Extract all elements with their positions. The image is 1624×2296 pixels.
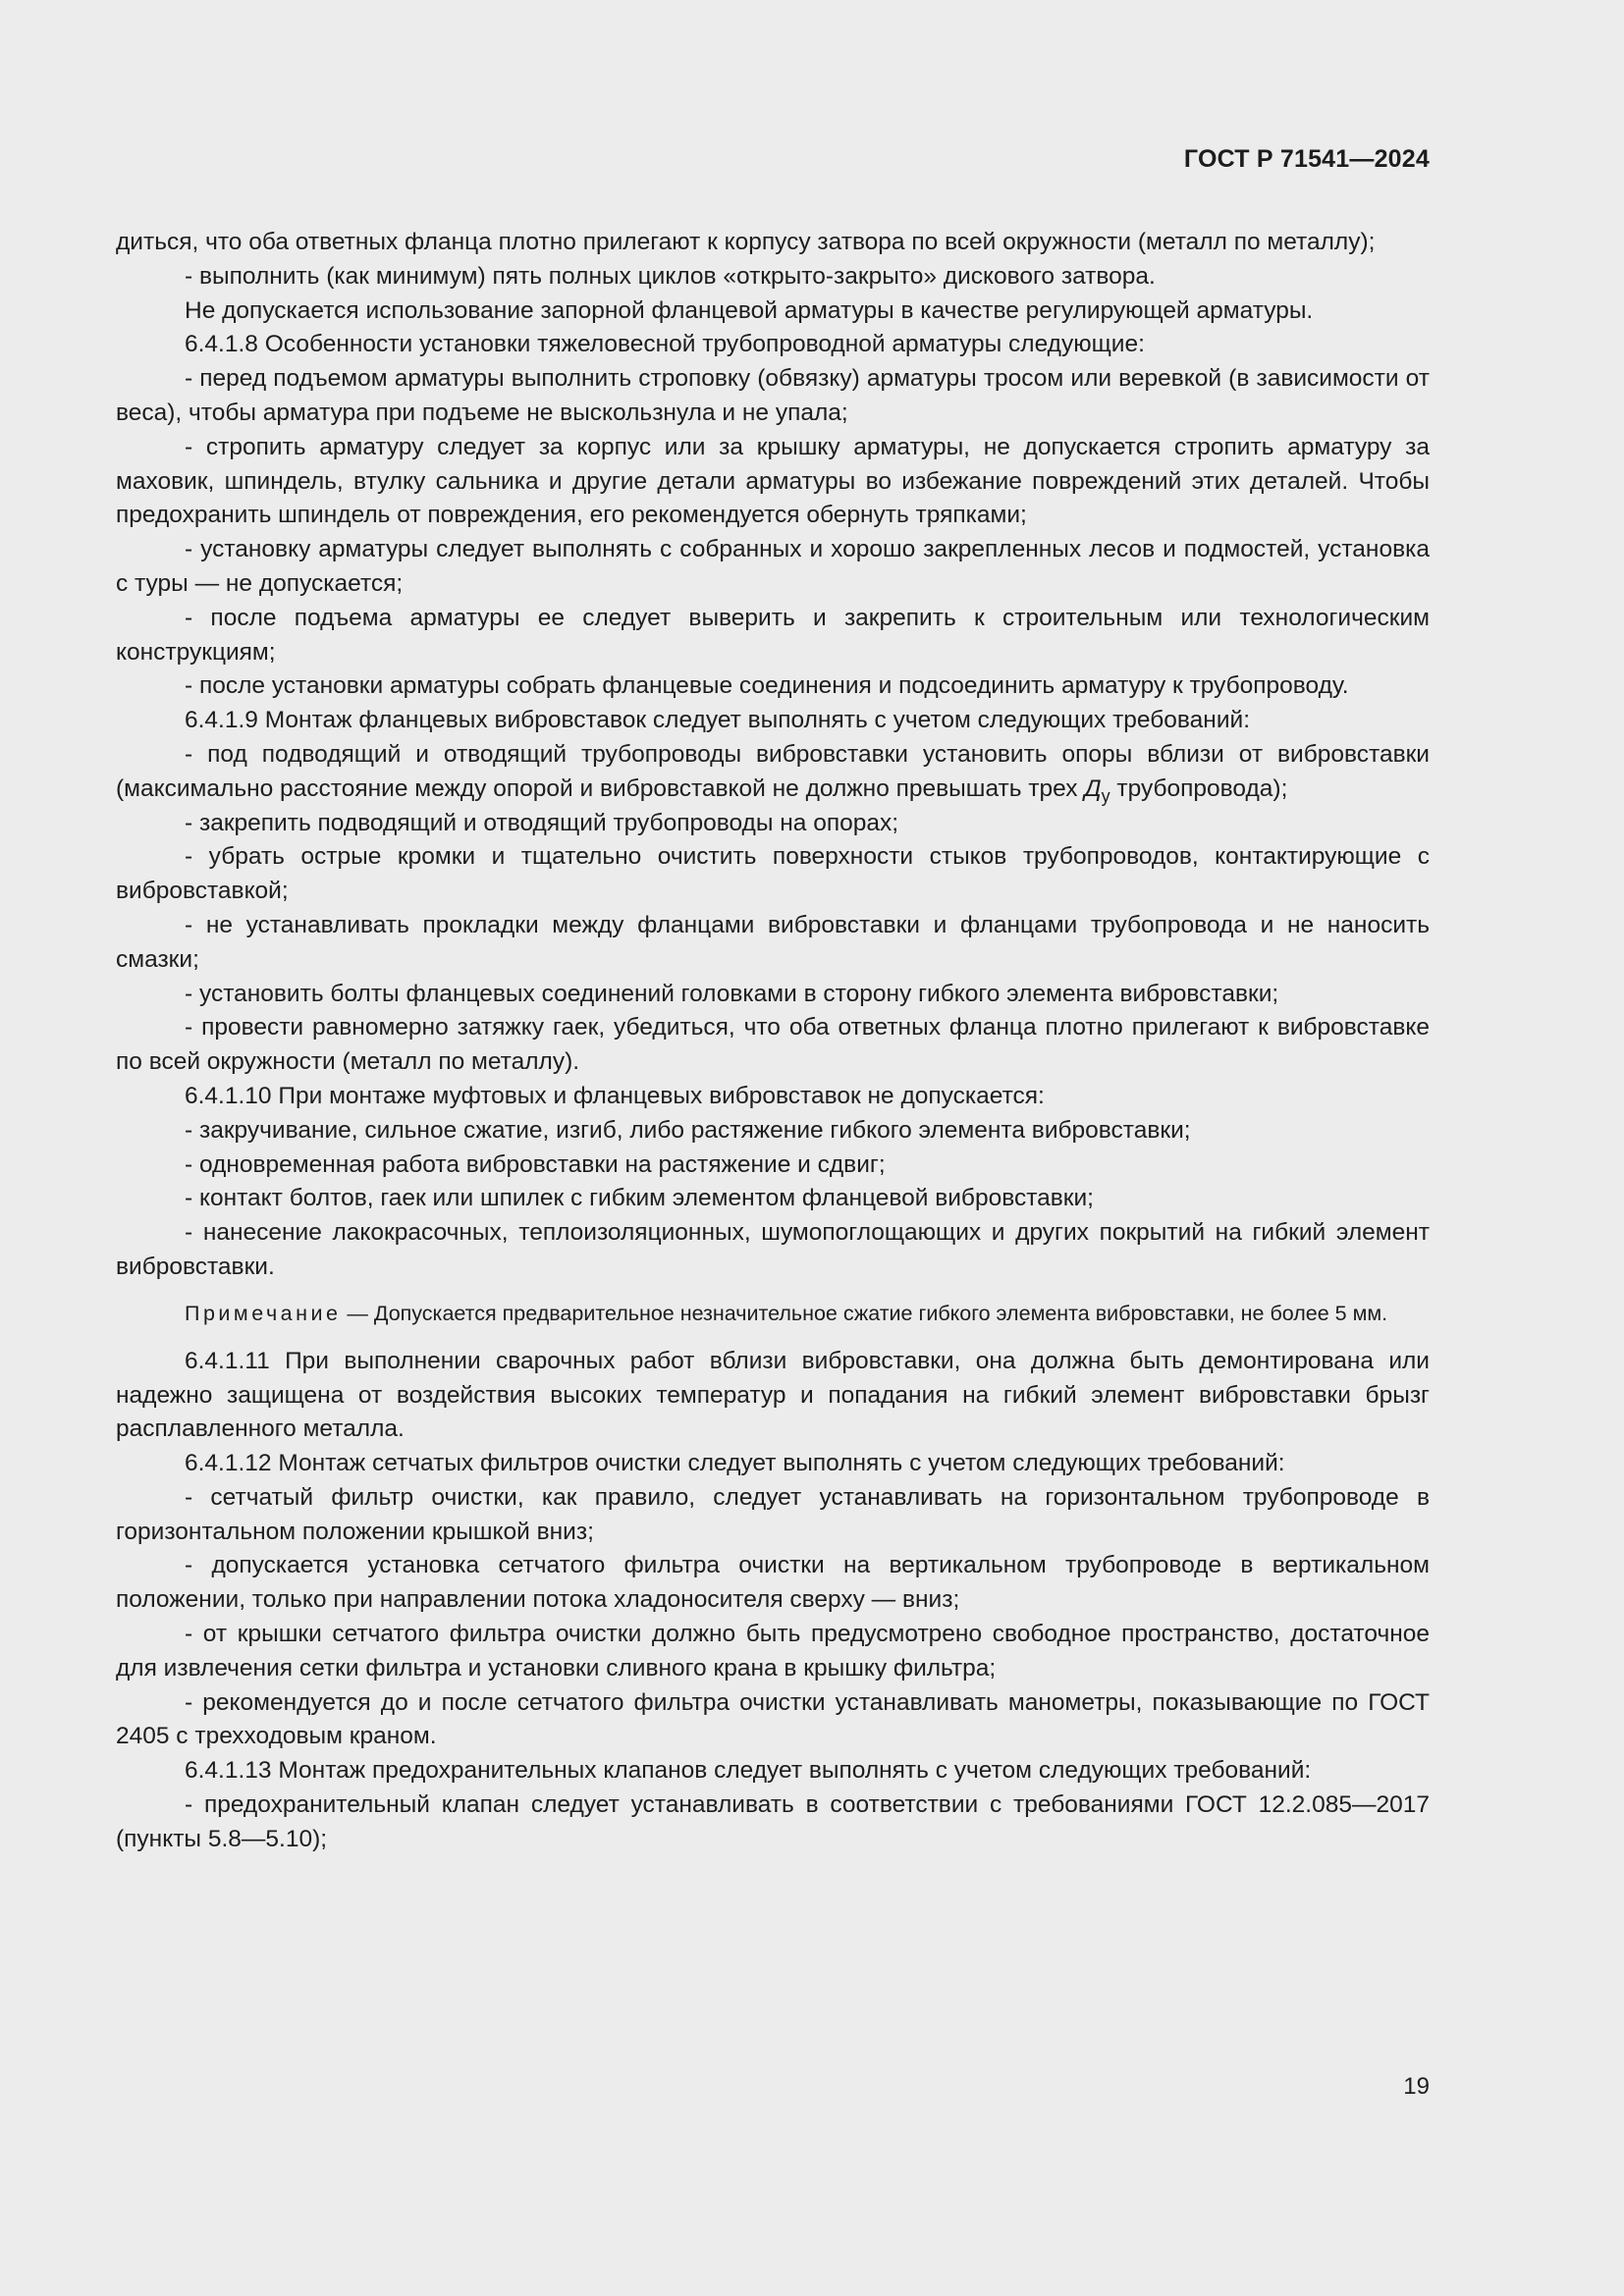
page-number: 19 — [1403, 2073, 1430, 2100]
list-item: - предохранительный клапан следует устанавливать в соответствии с требованиями ГОСТ 12.2.085—2017 (пункты 5.8—5.10); — [116, 1791, 1430, 1852]
list-item: - перед подъемом арматуры выполнить строповку (обвязку) арматуры тросом или веревкой (в зависимости от веса), чтобы арматура при подъеме не выскользнула и не упала; — [116, 365, 1430, 426]
list-item: - рекомендуется до и после сетчатого фильтра очистки устанавливать манометры, показывающие по ГОСТ 2405 с трехходовым краном. — [116, 1688, 1430, 1750]
list-item: - не устанавливать прокладки между фланцами вибровставки и фланцами трубопровода и не наносить смазки; — [116, 911, 1430, 973]
paragraph: Не допускается использование запорной фланцевой арматуры в качестве регулирующей арматуры. — [185, 296, 1314, 324]
nominal-diameter-subscript: у — [1101, 785, 1110, 806]
paragraph: диться, что оба ответных фланца плотно прилегают к корпусу затвора по всей окружности (металл по металлу); — [116, 229, 1376, 255]
list-item: - сетчатый фильтр очистки, как правило, следует устанавливать на горизонтальном трубопроводе в горизонтальном положении крышкой вниз; — [116, 1483, 1430, 1545]
list-item: - закручивание, сильное сжатие, изгиб, либо растяжение гибкого элемента вибровставки; — [185, 1116, 1191, 1144]
list-item: - от крышки сетчатого фильтра очистки должно быть предусмотрено свободное пространство, достаточное для извлечения сетки фильтра и установки сливного крана в крышку фильтра; — [116, 1621, 1430, 1682]
nominal-diameter-symbol: $Д_у$ — [1084, 774, 1110, 806]
list-item: - контакт болтов, гаек или шпилек с гибким элементом фланцевой вибровставки; — [185, 1185, 1094, 1212]
clause-6-4-1-12: 6.4.1.12 Монтаж сетчатых фильтров очистки следует выполнять с учетом следующих требований: — [185, 1450, 1285, 1477]
clause-6-4-1-8: 6.4.1.8 Особенности установки тяжеловесной трубопроводной арматуры следующие: — [185, 331, 1145, 358]
list-item-support — [116, 738, 1430, 807]
document-body — [116, 226, 1430, 1857]
list-item-text-end: трубопровода); — [1110, 774, 1288, 802]
list-item: - после подъема арматуры ее следует выверить и закрепить к строительным или технологическим конструкциям; — [116, 604, 1430, 666]
list-item: - убрать острые кромки и тщательно очистить поверхности стыков трубопроводов, контактирующие с вибровставкой; — [116, 843, 1430, 905]
list-item: - допускается установка сетчатого фильтра очистки на вертикальном трубопроводе в вертикальном положении, только при направлении потока хладоносителя сверху — вниз; — [116, 1552, 1430, 1614]
list-item: - стропить арматуру следует за корпус или за крышку арматуры, не допускается стропить арматуру за маховик, шпиндель, втулку сальника и другие детали арматуры во избежание повреждений этих деталей. Чтобы предохранить шпиндель от повреждения, его рекомендуется обернуть тряпками; — [116, 433, 1430, 529]
note-label: Примечание — [185, 1301, 342, 1325]
list-item: - установку арматуры следует выполнять с собранных и хорошо закрепленных лесов и подмостей, установка с туры — не допускается; — [116, 536, 1430, 597]
list-item: - нанесение лакокрасочных, теплоизоляционных, шумопоглощающих и других покрытий на гибкий элемент вибровставки. — [116, 1219, 1430, 1280]
list-item: - установить болты фланцевых соединений головками в сторону гибкого элемента вибровставки; — [185, 980, 1279, 1007]
list-item: - выполнить (как минимум) пять полных циклов «открыто-закрыто» дискового затвора. — [185, 262, 1156, 290]
note — [116, 1299, 1430, 1329]
list-item: - одновременная работа вибровставки на растяжение и сдвиг; — [185, 1150, 886, 1178]
note-text: — Допускается предварительное незначительное сжатие гибкого элемента вибровставки, не более 5 мм. — [341, 1301, 1388, 1325]
clause-6-4-1-10: 6.4.1.10 При монтаже муфтовых и фланцевых вибровставок не допускается: — [185, 1082, 1045, 1109]
list-item: - провести равномерно затяжку гаек, убедиться, что оба ответных фланца плотно прилегают к вибровставке по всей окружности (металл по металлу). — [116, 1014, 1430, 1076]
clause-6-4-1-13: 6.4.1.13 Монтаж предохранительных клапанов следует выполнять с учетом следующих требований: — [185, 1757, 1312, 1785]
clause-6-4-1-9: 6.4.1.9 Монтаж фланцевых вибровставок следует выполнять с учетом следующих требований: — [185, 707, 1251, 734]
page-header-standard: ГОСТ Р 71541—2024 — [1183, 145, 1430, 173]
list-item-text: - под подводящий и отводящий трубопроводы вибровставки установить опоры вблизи от вибровставки (максимально расстояние между опорой и вибровставкой не должно превышать трех — [116, 740, 1430, 802]
clause-6-4-1-11: 6.4.1.11 При выполнении сварочных работ вблизи вибровставки, она должна быть демонтирована или надежно защищена от воздействия высоких температур и попадания на гибкий элемент вибровставки брызг расплавленного металла. — [116, 1347, 1430, 1443]
list-item: - закрепить подводящий и отводящий трубопроводы на опорах; — [185, 809, 899, 836]
list-item: - после установки арматуры собрать фланцевые соединения и подсоединить арматуру к трубопроводу. — [185, 672, 1349, 700]
